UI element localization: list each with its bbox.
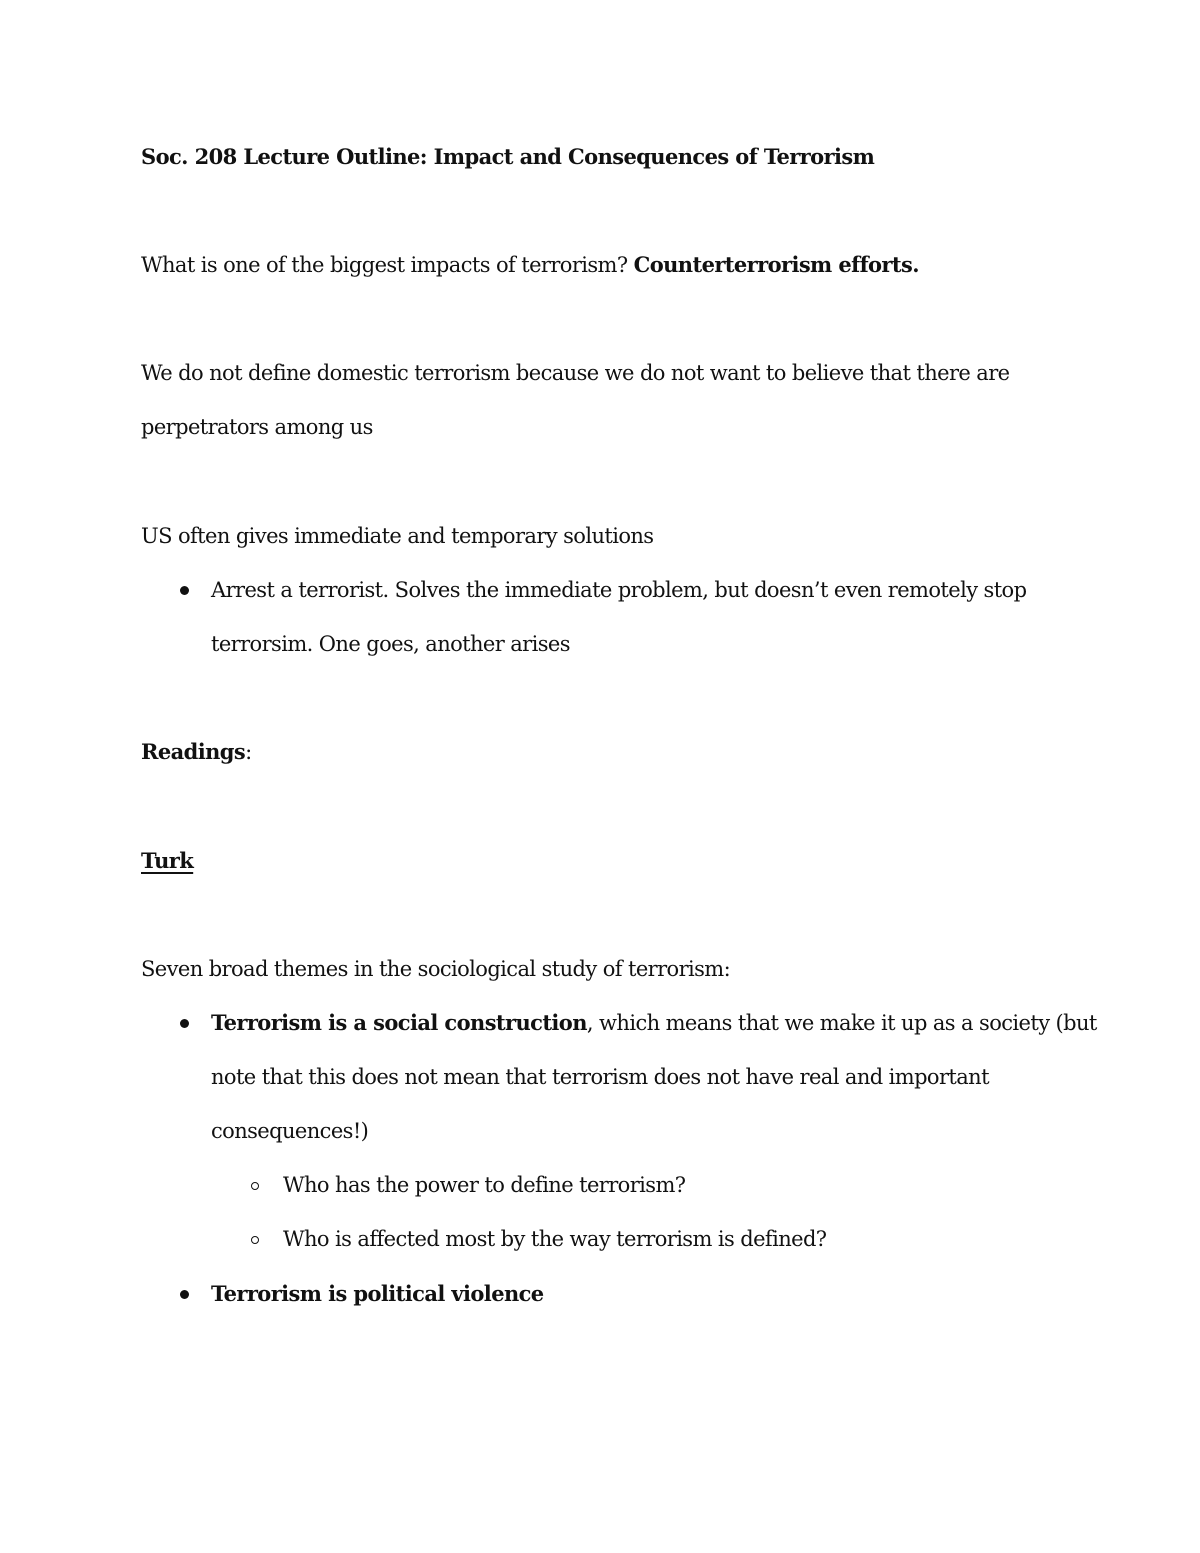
theme-item-1-line-3: consequences!) bbox=[211, 1119, 369, 1143]
theme-item-1-sub-2: Who is affected most by the way terrorism is defined? bbox=[283, 1227, 827, 1251]
question-answer: Counterterrorism efforts. bbox=[633, 252, 919, 277]
us-solutions-intro: US often gives immediate and temporary solutions bbox=[141, 524, 654, 548]
bullet-icon bbox=[180, 1019, 189, 1028]
readings-heading bbox=[141, 738, 252, 766]
circle-bullet-icon bbox=[251, 1182, 259, 1190]
page-title: Soc. 208 Lecture Outline: Impact and Consequences of Terrorism bbox=[141, 144, 875, 169]
themes-intro: Seven broad themes in the sociological study of terrorism: bbox=[141, 957, 731, 981]
theme-item-1-line-2: note that this does not mean that terrorism does not have real and important bbox=[211, 1065, 989, 1089]
circle-bullet-icon bbox=[251, 1236, 259, 1244]
readings-colon: : bbox=[245, 740, 252, 764]
theme-item-1-bold: Terrorism is a social construction bbox=[211, 1010, 587, 1035]
domestic-line-1: We do not define domestic terrorism because we do not want to believe that there are bbox=[141, 361, 1010, 385]
us-solutions-bullet-line-1: Arrest a terrorist. Solves the immediate problem, but doesn’t even remotely stop bbox=[211, 578, 1027, 602]
bullet-icon bbox=[180, 1290, 189, 1299]
readings-label: Readings bbox=[141, 739, 246, 764]
theme-item-1-line-1 bbox=[211, 1009, 1097, 1037]
theme-item-1-rest: , which means that we make it up as a society (but bbox=[586, 1011, 1097, 1035]
theme-item-1-sub-1: Who has the power to define terrorism? bbox=[283, 1173, 686, 1197]
question-paragraph bbox=[141, 251, 919, 279]
us-solutions-bullet-line-2: terrorsim. One goes, another arises bbox=[211, 632, 570, 656]
bullet-icon bbox=[180, 586, 189, 595]
question-text: What is one of the biggest impacts of terrorism? bbox=[141, 253, 634, 277]
domestic-line-2: perpetrators among us bbox=[141, 415, 373, 439]
author-heading: Turk bbox=[141, 848, 194, 873]
theme-item-2: Terrorism is political violence bbox=[211, 1281, 544, 1306]
